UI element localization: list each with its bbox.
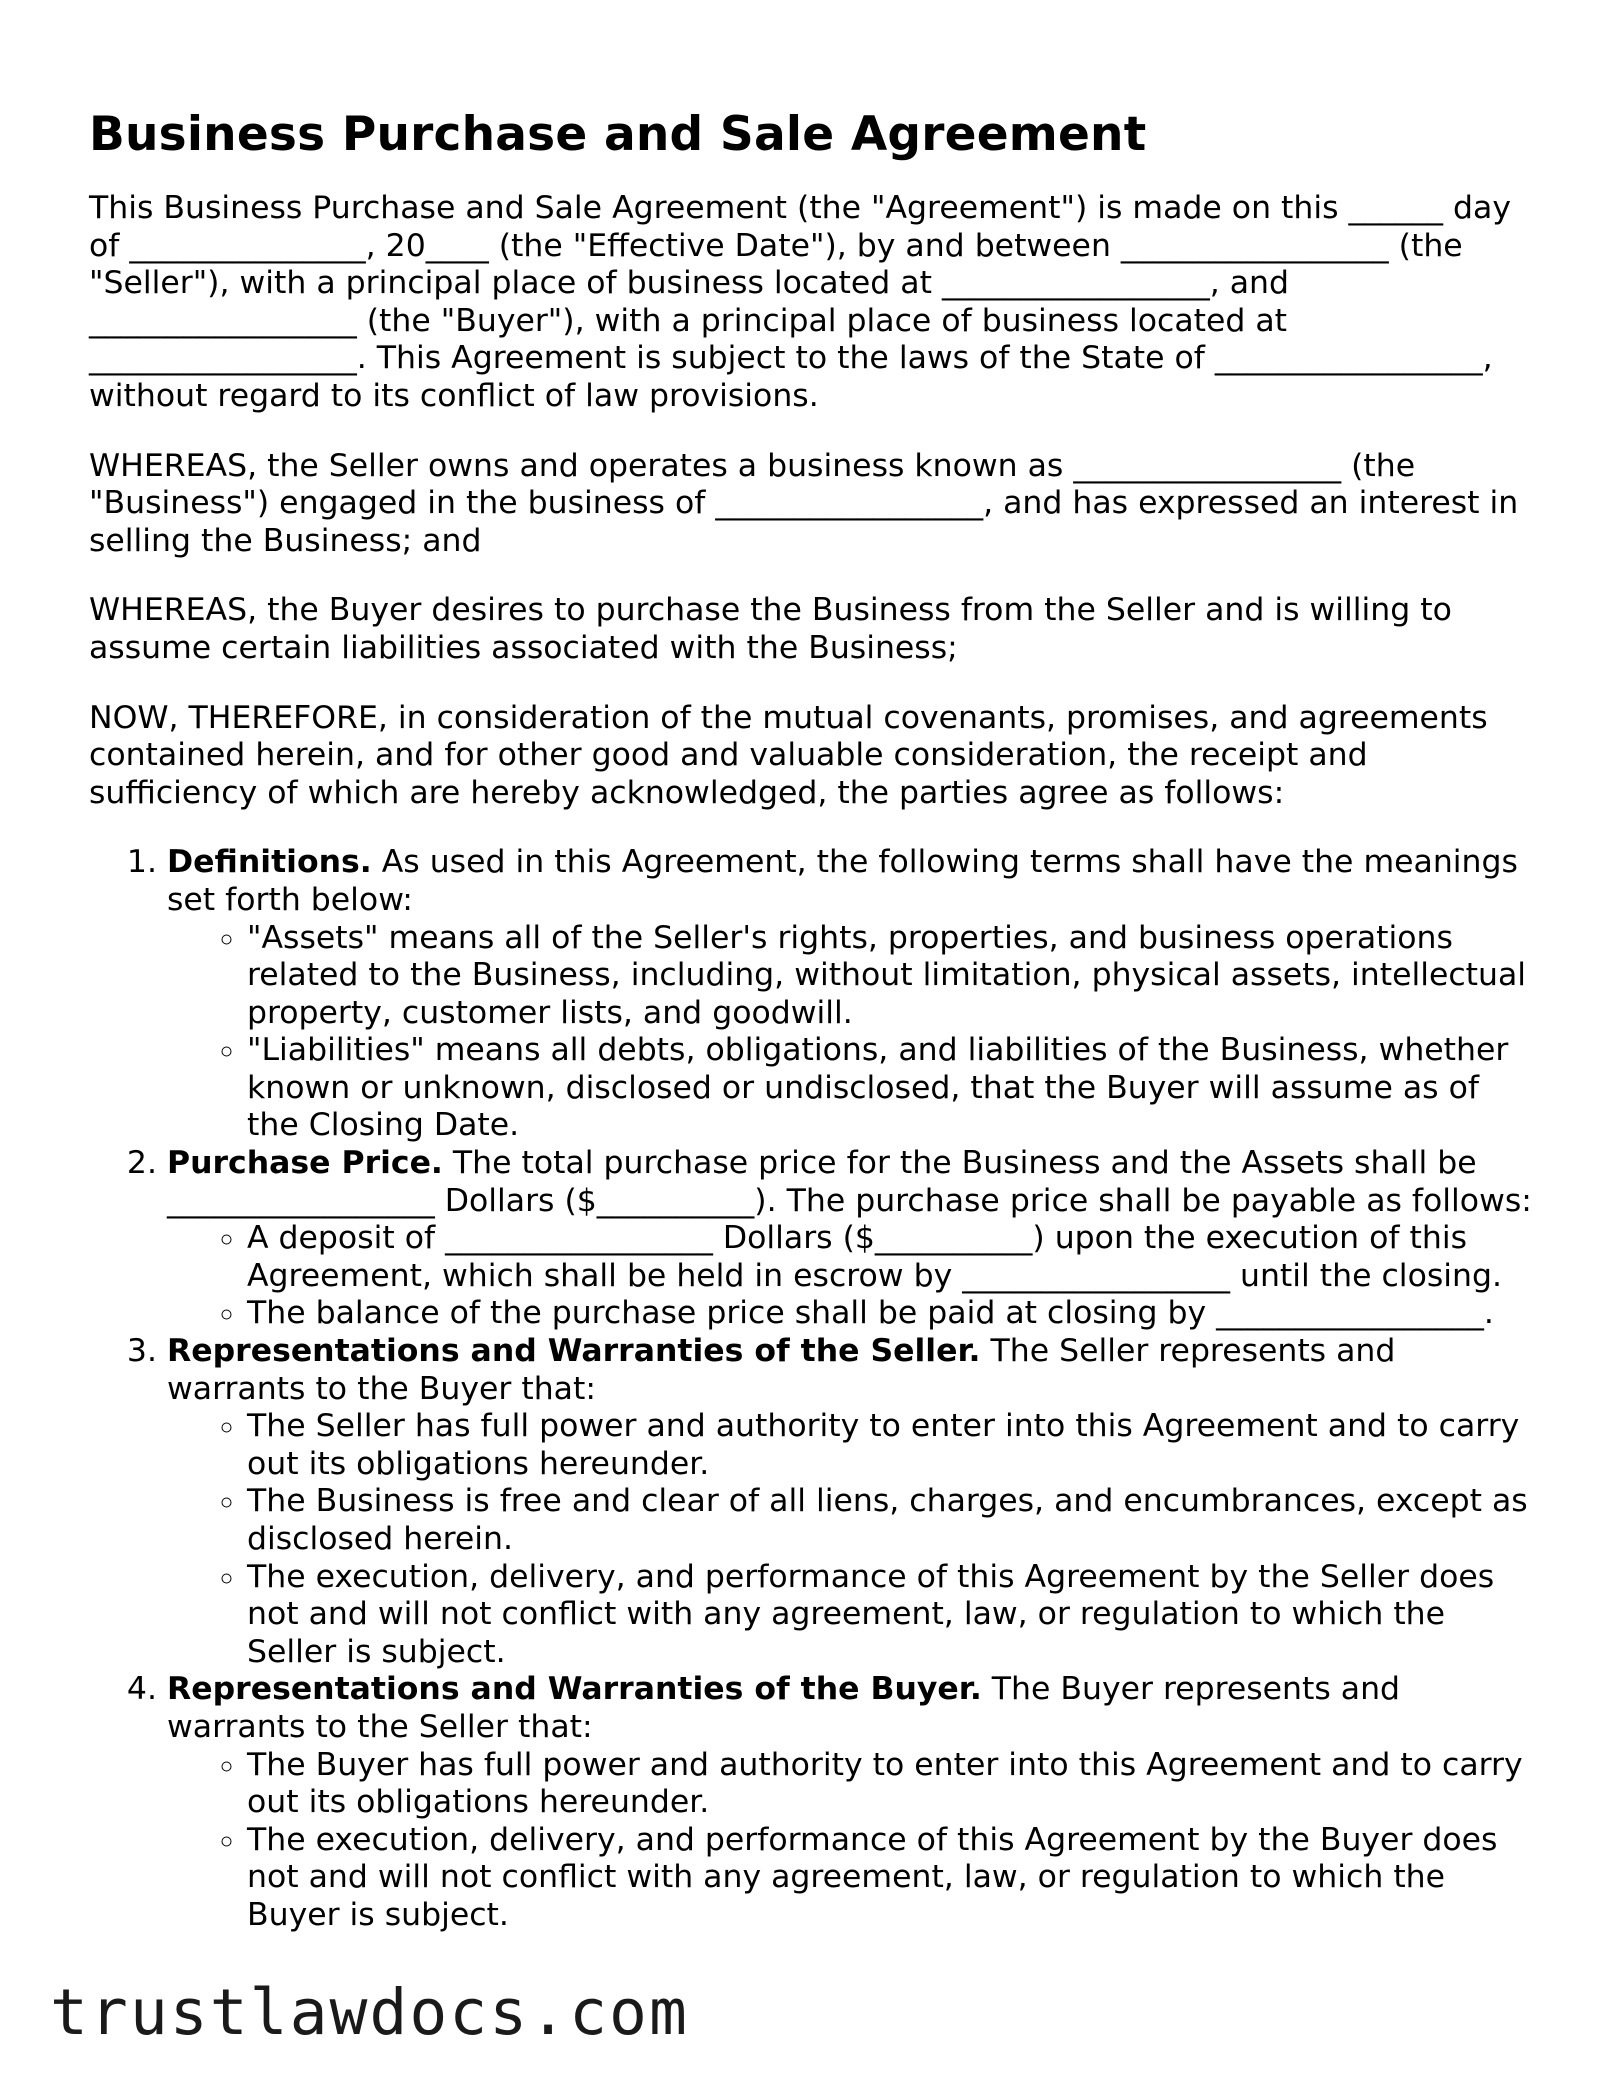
section-heading: Purchase Price. xyxy=(167,1145,443,1182)
now-therefore-paragraph: NOW, THEREFORE, in consideration of the mutual covenants, promises, and agreements contained herein, and for other good and valuable consideration, the receipt and sufficiency of which are hereby acknowledged, the parties agree as follows: xyxy=(89,699,1488,811)
list-item: ◦ The Buyer has full power and authority to enter into this Agreement and to carry out its obligations hereunder. xyxy=(247,1747,1534,1822)
section-heading: Definitions. xyxy=(167,844,372,881)
list-item: ◦ The Seller has full power and authority to enter into this Agreement and to carry out its obligations hereunder. xyxy=(247,1408,1534,1483)
section-seller-warranties xyxy=(167,1333,1534,1671)
document-title: Business Purchase and Sale Agreement xyxy=(89,107,1147,162)
section-items xyxy=(167,1747,1534,1935)
section-definitions xyxy=(167,844,1534,1145)
sections-list xyxy=(89,844,1534,1934)
section-buyer-warranties xyxy=(167,1671,1534,1934)
section-items xyxy=(167,920,1534,1146)
section-text: The Buyer represents and warrants to the Seller that: xyxy=(167,1671,1401,1745)
list-item: ◦ The Business is free and clear of all liens, charges, and encumbrances, except as disclosed herein. xyxy=(247,1483,1534,1558)
whereas-seller-paragraph: WHEREAS, the Seller owns and operates a business known as _________________ (the "Business") engaged in the business of _________________, and has expressed an interest in selling the Business; and xyxy=(89,447,1519,559)
section-heading: Representations and Warranties of the Seller. xyxy=(167,1333,981,1370)
section-purchase-price xyxy=(167,1145,1534,1333)
section-heading: Representations and Warranties of the Buyer. xyxy=(167,1671,982,1708)
list-item: ◦ A deposit of _________________ Dollars ($__________) upon the execution of this Agreement, which shall be held in escrow by _________________ until the closing. xyxy=(247,1220,1534,1295)
section-items xyxy=(167,1408,1534,1671)
list-item: ◦ "Liabilities" means all debts, obligations, and liabilities of the Business, whether known or unknown, disclosed or undisclosed, that the Buyer will assume as of the Closing Date. xyxy=(247,1032,1534,1145)
document-page xyxy=(89,105,1534,1935)
section-text: As used in this Agreement, the following terms shall have the meanings set forth below: xyxy=(167,844,1518,918)
list-item: ◦ The execution, delivery, and performance of this Agreement by the Seller does not and will not conflict with any agreement, law, or regulation to which the Seller is subject. xyxy=(247,1559,1534,1672)
section-text: The total purchase price for the Business and the Assets shall be _________________ Dollars ($__________). The purchase price shall be payable as follows: xyxy=(167,1145,1532,1219)
section-text: The Seller represents and warrants to the Buyer that: xyxy=(167,1333,1396,1407)
list-item: ◦ "Assets" means all of the Seller's rights, properties, and business operations related to the Business, including, without limitation, physical assets, intellectual property, customer lists, and goodwill. xyxy=(247,920,1534,1033)
list-item: ◦ The balance of the purchase price shall be paid at closing by _________________. xyxy=(247,1295,1534,1333)
list-item: ◦ The execution, delivery, and performance of this Agreement by the Buyer does not and will not conflict with any agreement, law, or regulation to which the Buyer is subject. xyxy=(247,1822,1534,1935)
intro-paragraph: This Business Purchase and Sale Agreement (the "Agreement") is made on this ______ day of _______________, 20____ (the "Effective Date"), by and between _________________ (the "Seller"), with a principal place of business located at _________________, and _________________ (the "Buyer"), with a principal place of business located at _________________. This Agreement is subject to the laws of the State of _________________, without regard to its conflict of law provisions. xyxy=(89,190,1511,414)
section-items xyxy=(167,1220,1534,1333)
watermark-text: trustlawdocs.com xyxy=(50,1976,689,2049)
whereas-buyer-paragraph: WHEREAS, the Buyer desires to purchase the Business from the Seller and is willing to assume certain liabilities associated with the Business; xyxy=(89,592,1452,666)
